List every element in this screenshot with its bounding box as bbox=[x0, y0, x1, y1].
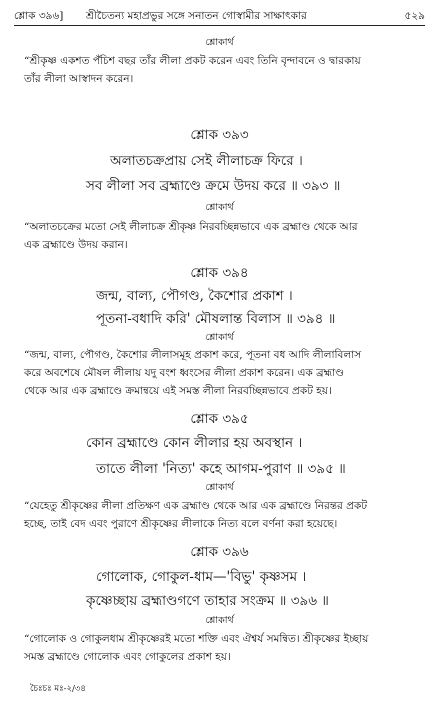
verse-line: সব লীলা সব ব্রহ্মাণ্ডে ক্রমে উদয় করে ॥ ৩৯৩ ॥ bbox=[86, 178, 341, 194]
verse-line: কৃষ্ণেচ্ছায় ব্রহ্মাণ্ডগণে তাহার সংক্রম ॥ ৩৯৬ ॥ bbox=[86, 593, 329, 609]
paragraph-line: তাঁর লীলা আস্বাদন করেন। bbox=[24, 73, 134, 85]
page-number: ৫২৯ bbox=[404, 10, 425, 22]
verse-line: গোলোক, গোকুল-ধাম—'বিভু' কৃষ্ণসম । bbox=[96, 569, 307, 585]
verse-line: কোন ব্রহ্মাণ্ডে কোন লীলার হয় অবস্থান । bbox=[86, 435, 303, 451]
verse-line: জন্ম, বাল্য, পৌগণ্ড, কৈশোর প্রকাশ । bbox=[96, 288, 293, 304]
translation-label: শ্লোকার্থ bbox=[205, 37, 234, 48]
paragraph-line: “যেহেতু শ্রীকৃষ্ণের লীলা প্রতিক্ষণ এক ব্রহ্মাণ্ড থেকে আর এক ব্রহ্মাণ্ডে নিরন্তর প্রকট bbox=[24, 500, 368, 512]
paragraph-line: “শ্রীকৃষ্ণ একশত পঁচিশ বছর তাঁর লীলা প্রকট করেন এবং তিনি বৃন্দাবনে ও দ্বারকায় bbox=[24, 55, 361, 67]
paragraph-line: “জন্ম, বাল্য, পৌগণ্ড, কৈশোর লীলাসমূহ প্রকাশ করে, পূতনা বধ আদি লীলাবিলাস bbox=[24, 349, 362, 361]
translation-label: শ্লোকার্থ bbox=[205, 332, 234, 343]
translation-paragraph bbox=[24, 497, 420, 533]
paragraph-line: হচ্ছে, তাই বেদ এবং পুরাণে শ্রীকৃষ্ণের লীলাকে নিত্য বলে বর্ণনা করা হয়েছে। bbox=[24, 518, 338, 530]
translation-label: শ্লোকার্থ bbox=[205, 615, 234, 626]
verse-line: তাতে লীলা 'নিত্য' কহে আগম-পুরাণ ॥ ৩৯৫ ॥ bbox=[96, 461, 346, 477]
paragraph-line: করে অবশেষে মৌষল লীলায় যদু বংশ ধ্বংসের লীলা প্রকাশ করেন। এক ব্রহ্মাণ্ড bbox=[24, 367, 345, 379]
header-rule bbox=[14, 25, 425, 26]
translation-label: শ্লোকার্থ bbox=[205, 482, 234, 493]
translation-paragraph bbox=[24, 218, 420, 254]
verse-number-395: শ্লোক ৩৯৫ bbox=[190, 411, 249, 427]
signature-mark: চৈঃচঃ মঃ-২/৩৪ bbox=[30, 684, 86, 694]
verse-number-394: শ্লোক ৩৯৪ bbox=[190, 265, 249, 281]
verse-number-393: শ্লোক ৩৯৩ bbox=[190, 127, 249, 143]
verse-line: পূতনা-বধাদি করি' মৌষলান্ত বিলাস ॥ ৩৯৪ ॥ bbox=[96, 311, 336, 327]
header-title: শ্রীচৈতন্য মহাপ্রভুর সঙ্গে সনাতন গোস্বামীর সাক্ষাৎকার bbox=[86, 10, 307, 22]
paragraph-line: থেকে আর এক ব্রহ্মাণ্ডে ক্রমান্বয়ে এই সমস্ত লীলা নিরবচ্ছিন্নভাবে প্রকট হয়। bbox=[24, 385, 332, 397]
translation-paragraph bbox=[24, 630, 420, 666]
paragraph-line: “গোলোক ও গোকুলধাম শ্রীকৃষ্ণেরই মতো শক্তি এবং ঐশ্বর্য সমন্বিত। শ্রীকৃষ্ণের ইচ্ছায় bbox=[24, 633, 369, 645]
running-header bbox=[14, 6, 425, 24]
paragraph-line: “অলাতচক্রের মতো সেই লীলাচক্র শ্রীকৃষ্ণ নিরবচ্ছিন্নভাবে এক ব্রহ্মাণ্ড থেকে আর bbox=[24, 221, 358, 233]
paragraph-line: সমস্ত ব্রহ্মাণ্ডে গোলোক এবং গোকুলের প্রকাশ হয়। bbox=[24, 651, 231, 663]
translation-label: শ্লোকার্থ bbox=[205, 202, 234, 213]
verse-number-396: শ্লোক ৩৯৬ bbox=[190, 544, 249, 560]
translation-paragraph bbox=[24, 346, 420, 400]
verse-line: অলাতচক্রপ্রায় সেই লীলাচক্র ফিরে । bbox=[110, 153, 303, 169]
paragraph-line: এক ব্রহ্মাণ্ডে উদয় করান। bbox=[24, 239, 128, 251]
header-sloka-ref: শ্লোক ৩৯৬] bbox=[14, 10, 64, 22]
translation-paragraph bbox=[24, 52, 420, 88]
